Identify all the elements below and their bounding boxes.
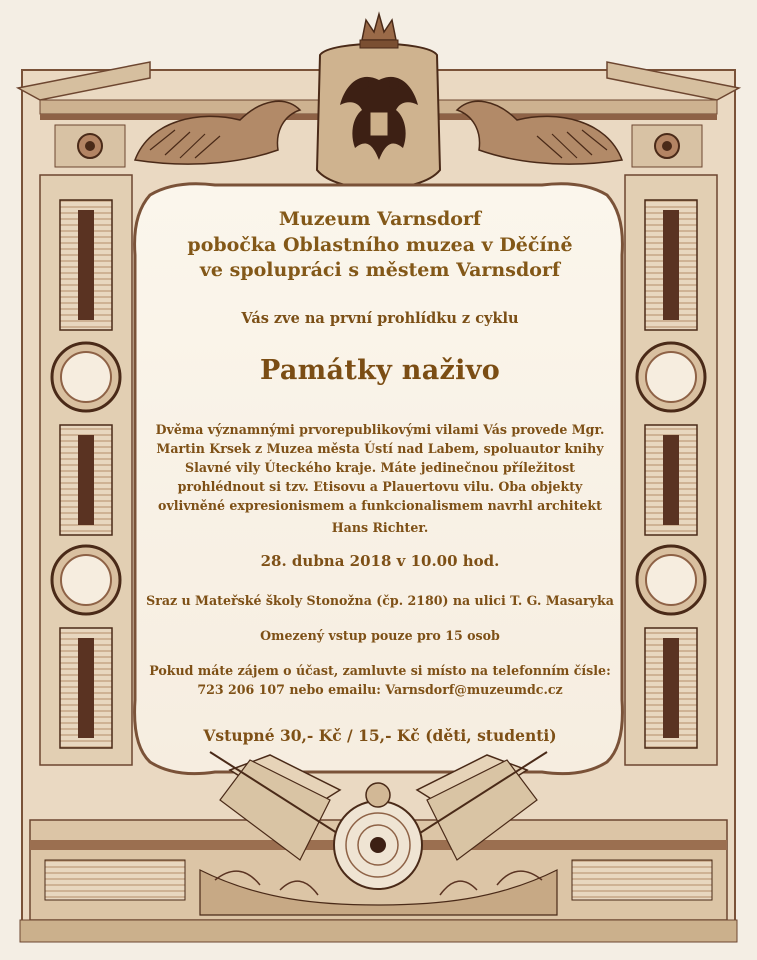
description-line: Dvěma významnými prvorepublikovými vilami Vás provede Mgr. bbox=[155, 422, 605, 437]
admission-price: Vstupné 30,- Kč / 15,- Kč (děti, studenti) bbox=[203, 726, 557, 745]
contact-info bbox=[135, 661, 625, 699]
description-line: Martin Krsek z Muzea města Ústí nad Labem, spoluautor knihy bbox=[156, 441, 604, 456]
capacity-note: Omezený vstup pouze pro 15 osob bbox=[260, 628, 500, 643]
crown-icon bbox=[360, 14, 398, 48]
coat-of-arms bbox=[317, 14, 440, 189]
meeting-point: Sraz u Mateřské školy Stonožna (čp. 2180) na ulici T. G. Masaryka bbox=[146, 593, 614, 608]
description-line: prohlédnout si tzv. Etisovu a Plauertovu vilu. Oba objekty bbox=[177, 479, 583, 494]
intro-line: Vás zve na první prohlídku z cyklu bbox=[241, 310, 519, 327]
invitation-text bbox=[135, 195, 625, 755]
left-pillar bbox=[40, 175, 132, 765]
right-pillar bbox=[625, 175, 717, 765]
contact-line: 723 206 107 nebo emailu: Varnsdorf@muzeumdc.cz bbox=[197, 682, 563, 697]
museum-branch: pobočka Oblastního muzea v Děčíně bbox=[187, 234, 573, 256]
event-title: Památky naživo bbox=[259, 355, 500, 386]
event-date: 28. dubna 2018 v 10.00 hod. bbox=[260, 552, 500, 570]
event-description bbox=[153, 420, 607, 537]
contact-line: Pokud máte zájem o účast, zamluvte si místo na telefonním čísle: bbox=[149, 663, 611, 678]
description-line: Hans Richter. bbox=[331, 520, 429, 535]
description-line: ovlivněné expresionismem a funkcionalismem navrhl architekt bbox=[158, 498, 602, 513]
description-line: Slavné vily Úteckého kraje. Máte jedinečnou příležitost bbox=[184, 460, 575, 475]
museum-name: Muzeum Varnsdorf bbox=[278, 208, 482, 230]
cooperation-line: ve spolupráci s městem Varnsdorf bbox=[199, 259, 561, 281]
